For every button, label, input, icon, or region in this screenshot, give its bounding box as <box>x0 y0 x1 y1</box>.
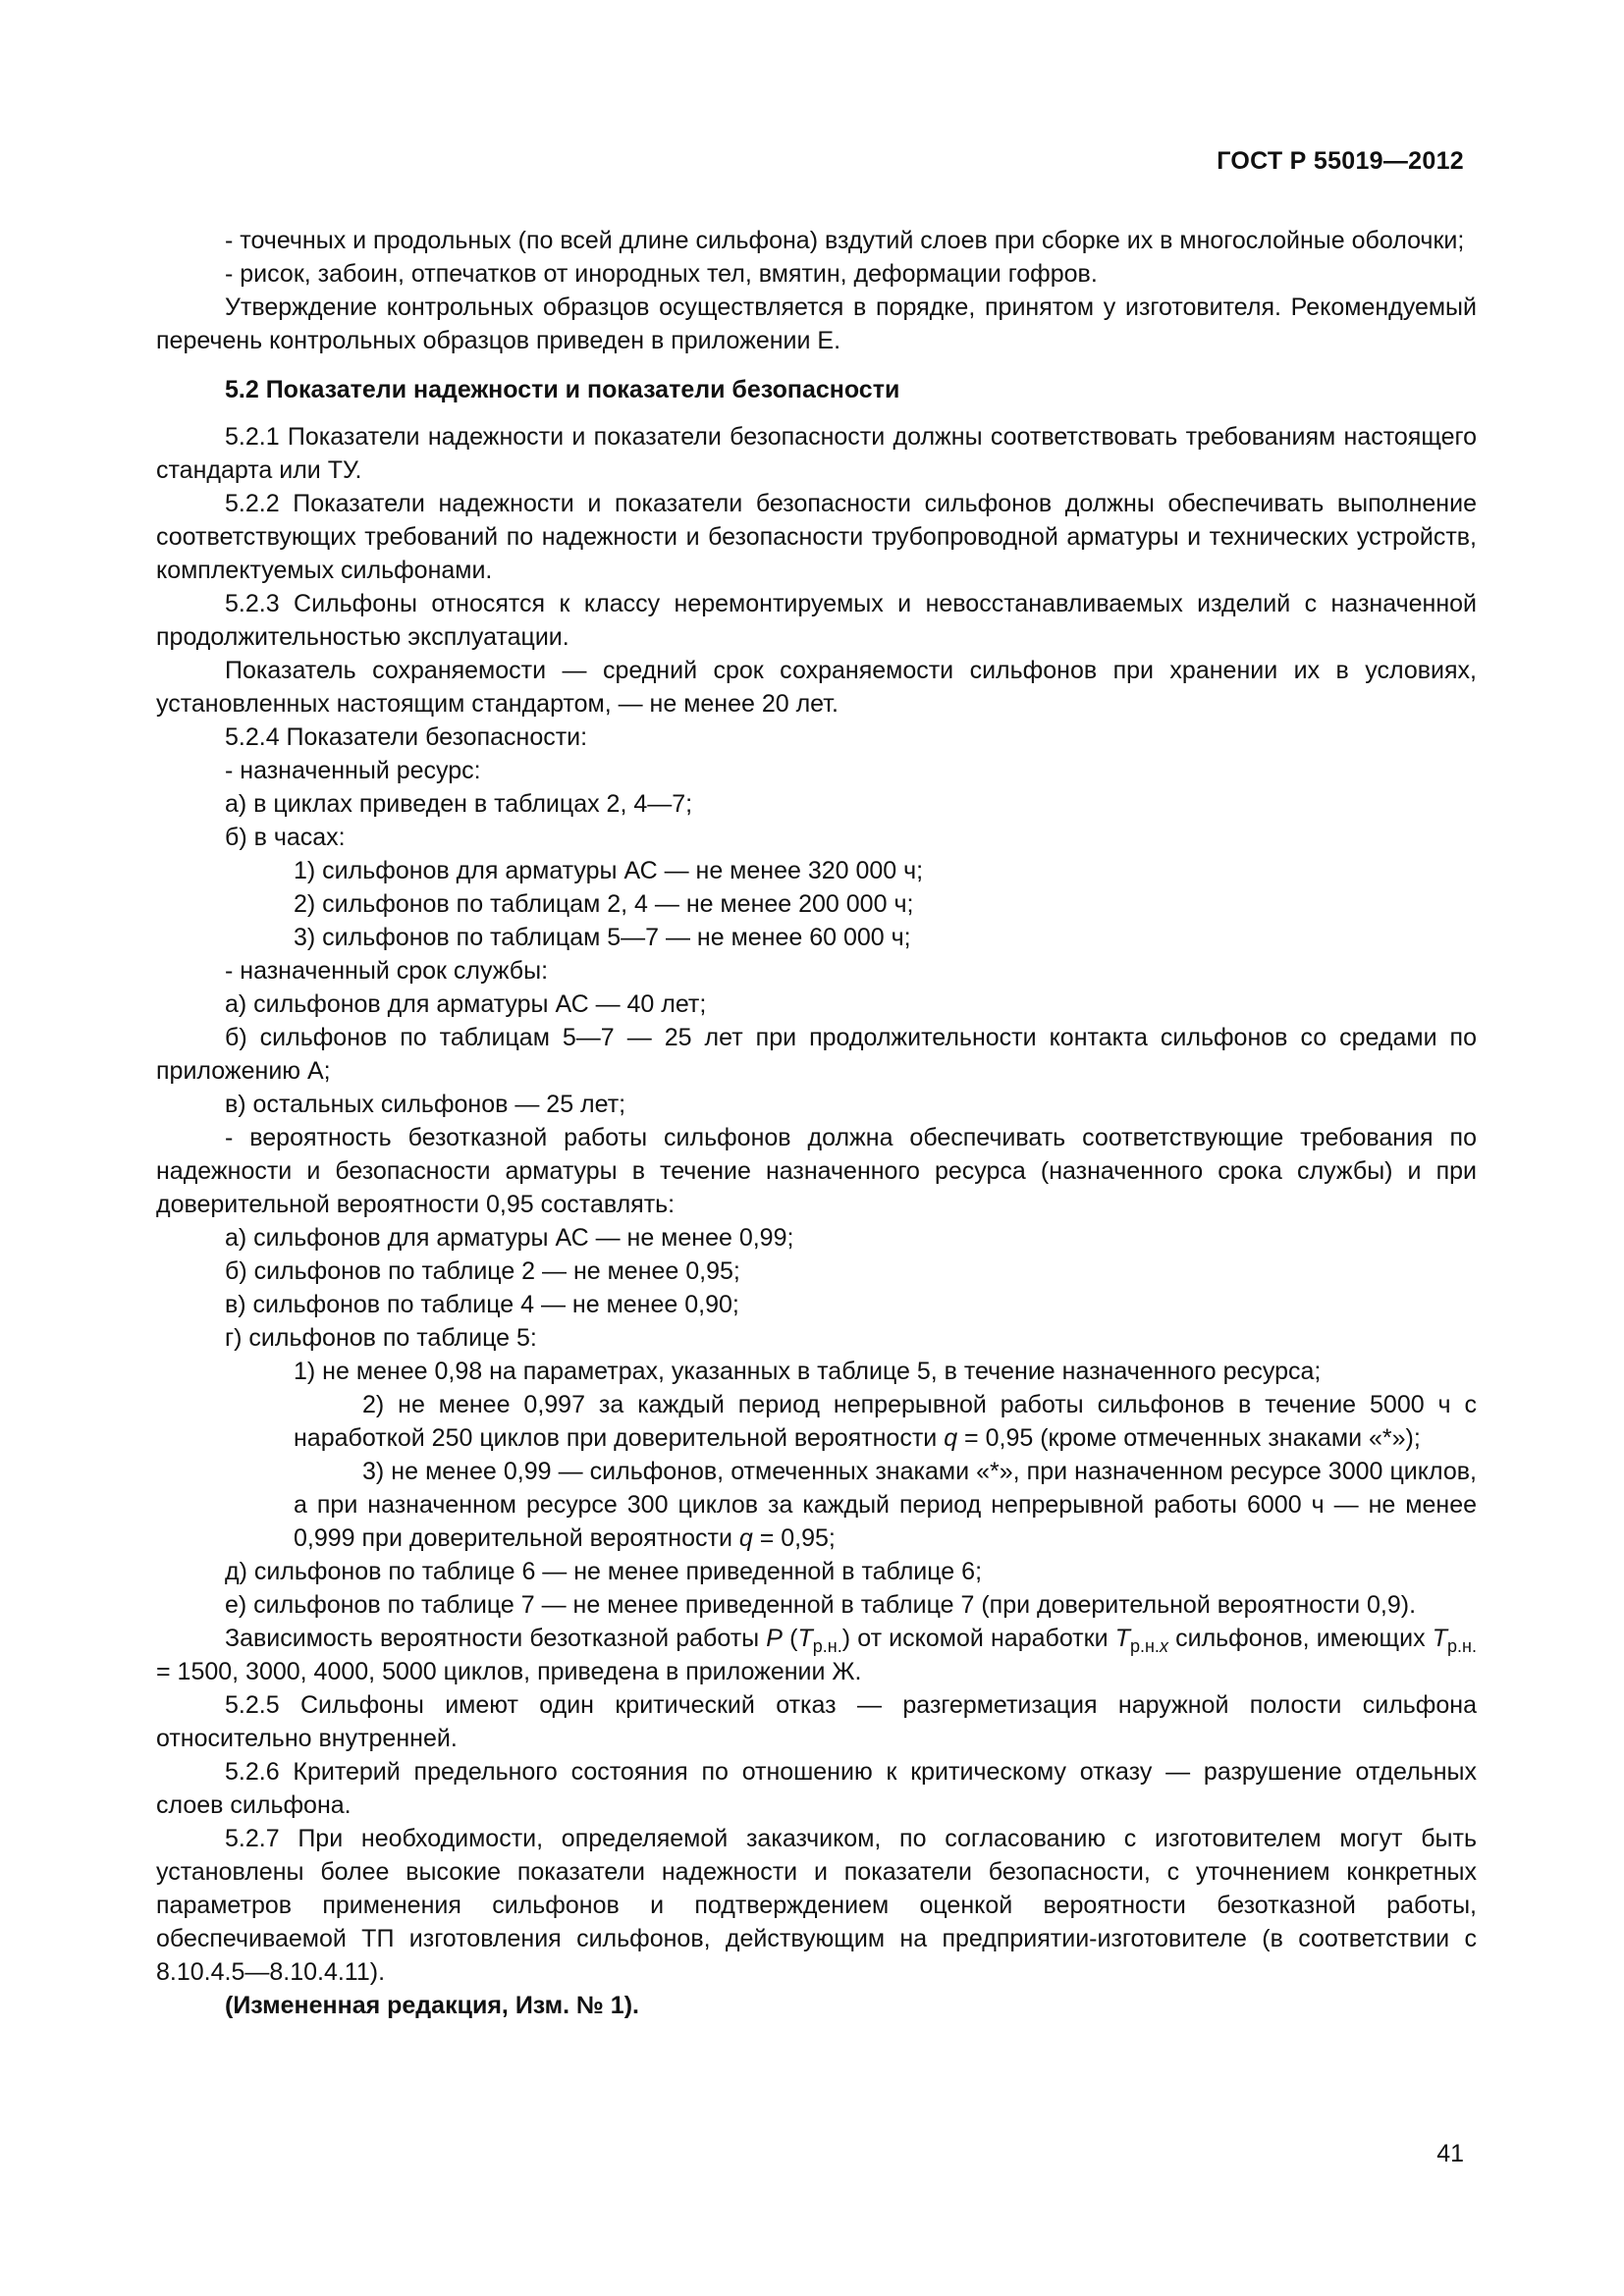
document-code: ГОСТ Р 55019—2012 <box>1217 147 1464 175</box>
list-heading: - назначенный срок службы: <box>225 957 549 985</box>
paragraph-dependence: Зависимость вероятности безотказной работы P $(T_{р.н.})$ от искомой наработки $T_{р.н.x}$ сильфонов, имеющих $T_{р.н.} = 1500$, 3000, 4000, 5000 циклов, приведена в приложении Ж. <box>156 1625 1477 1685</box>
paragraph: - точечных и продольных (по всей длине сильфона) вздутий слоев при сборке их в многослойные оболочки; <box>225 227 1465 254</box>
paragraph-storage: Показатель сохраняемости — средний срок сохраняемости сильфонов при хранении их в условиях, установленных настоящим стандартом, — не менее 20 лет. <box>156 657 1477 718</box>
sub-list-item: 2) сильфонов по таблицам 2, 4 — не менее 200 000 ч; <box>294 890 914 918</box>
list-heading: - вероятность безотказной работы сильфонов должна обеспечивать соответствующие требования по надежности и безопасности арматуры в течение назначенного ресурса (назначенного срока службы) и при доверительной вероятности 0,95 составлять: <box>156 1124 1477 1218</box>
list-item: б) в часах: <box>225 824 346 851</box>
paragraph-5-2-7: 5.2.7 При необходимости, определяемой заказчиком, по согласованию с изготовителем могут быть установлены более высокие показатели надежности и показатели безопасности, с уточнением конкретных параметров применения сильфонов и подтверждением оценкой вероятности безотказной работы, обеспечиваемой ТП изготовления сильфонов, действующим на предприятии-изготовителе (в соответствии с 8.10.4.5—8.10.4.11). <box>156 1825 1477 1986</box>
list-item: б) сильфонов по таблице 2 — не менее 0,95; <box>225 1257 740 1285</box>
list-item: е) сильфонов по таблице 7 — не менее приведенной в таблице 7 (при доверительной вероятности 0,9). <box>225 1591 1417 1619</box>
paragraph: Утверждение контрольных образцов осуществляется в порядке, принятом у изготовителя. Рекомендуемый перечень контрольных образцов приведен в приложении Е. <box>156 294 1477 354</box>
page-number: 41 <box>1436 2140 1464 2167</box>
paragraph-5-2-4: 5.2.4 Показатели безопасности: <box>225 723 588 751</box>
list-item: в) сильфонов по таблице 4 — не менее 0,90; <box>225 1291 739 1318</box>
page-body <box>156 224 1477 2022</box>
paragraph-5-2-1: 5.2.1 Показатели надежности и показатели безопасности должны соответствовать требованиям настоящего стандарта или ТУ. <box>156 423 1477 484</box>
list-heading: - назначенный ресурс: <box>225 757 481 784</box>
list-item: б) сильфонов по таблицам 5—7 — 25 лет при продолжительности контакта сильфонов со средами по приложению А; <box>156 1024 1477 1085</box>
sub-list-item: 1) не менее 0,98 на параметрах, указанных в таблице 5, в течение назначенного ресурса; <box>294 1358 1322 1385</box>
amendment-note: (Измененная редакция, Изм. № 1). <box>225 1992 639 2019</box>
sub-list-item: 1) сильфонов для арматуры АС — не менее 320 000 ч; <box>294 857 924 884</box>
sub-list-item: 3) сильфонов по таблицам 5—7 — не менее 60 000 ч; <box>294 924 911 951</box>
section-heading: 5.2 Показатели надежности и показатели безопасности <box>225 376 900 403</box>
list-item: д) сильфонов по таблице 6 — не менее приведенной в таблице 6; <box>225 1558 983 1585</box>
paragraph-5-2-5: 5.2.5 Сильфоны имеют один критический отказ — разгерметизация наружной полости сильфона относительно внутренней. <box>156 1691 1477 1752</box>
paragraph: - рисок, забоин, отпечатков от инородных тел, вмятин, деформации гофров. <box>225 260 1098 288</box>
paragraph-5-2-2: 5.2.2 Показатели надежности и показатели безопасности сильфонов должны обеспечивать выполнение соответствующих требований по надежности и безопасности трубопроводной арматуры и технических устройств, комплектуемых сильфонами. <box>156 490 1477 584</box>
sub-list-item: 2) не менее 0,997 за каждый период непрерывной работы сильфонов в течение 5000 ч с наработкой 250 циклов при доверительной вероятности q = 0,95 (кроме отмеченных знаками «*»); <box>294 1391 1477 1452</box>
list-item: в) остальных сильфонов — 25 лет; <box>225 1091 626 1118</box>
list-item: а) в циклах приведен в таблицах 2, 4—7; <box>225 790 693 818</box>
list-item: а) сильфонов для арматуры АС — 40 лет; <box>225 990 707 1018</box>
paragraph-5-2-3: 5.2.3 Сильфоны относятся к классу неремонтируемых и невосстанавливаемых изделий с назначенной продолжительностью эксплуатации. <box>156 590 1477 651</box>
list-item: а) сильфонов для арматуры АС — не менее 0,99; <box>225 1224 794 1252</box>
paragraph-5-2-6: 5.2.6 Критерий предельного состояния по отношению к критическому отказу — разрушение отдельных слоев сильфона. <box>156 1758 1477 1819</box>
list-item: г) сильфонов по таблице 5: <box>225 1324 537 1352</box>
sub-list-item: 3) не менее 0,99 — сильфонов, отмеченных знаками «*», при назначенном ресурсе 3000 циклов, а при назначенном ресурсе 300 циклов за каждый период непрерывной работы 6000 ч — не менее 0,999 при доверительной вероятности q = 0,95; <box>294 1458 1477 1552</box>
